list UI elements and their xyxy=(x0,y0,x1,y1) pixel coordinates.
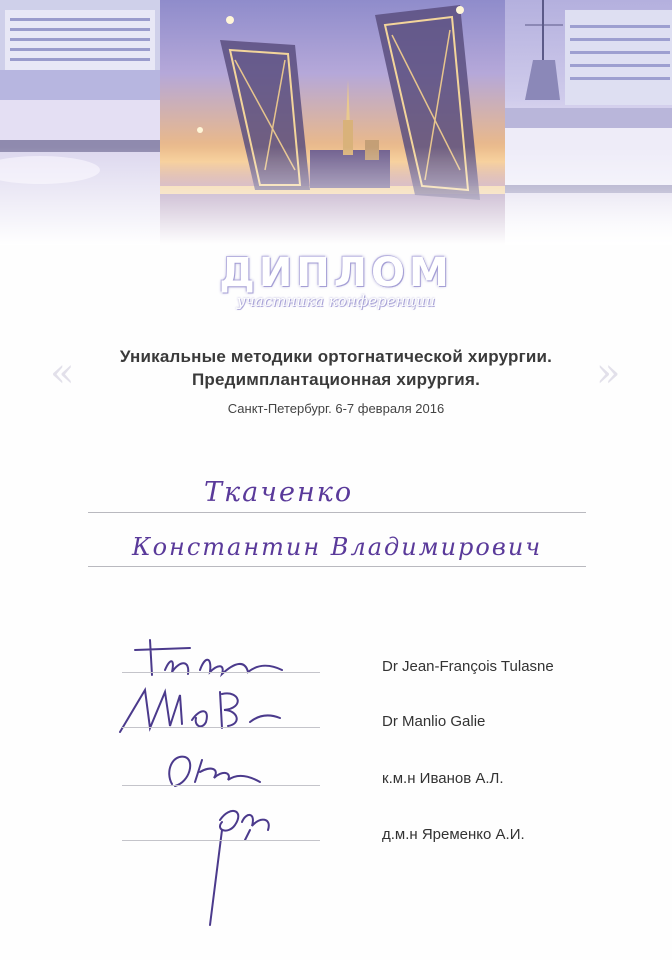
signature-row-tulasne xyxy=(0,630,672,690)
decorative-quote-left-icon: « xyxy=(50,350,75,396)
signature-line-2 xyxy=(122,727,320,728)
decorative-quote-right-icon: » xyxy=(596,350,621,396)
signature-yaremenko xyxy=(110,800,310,930)
signature-line-1 xyxy=(122,672,320,673)
conference-heading xyxy=(0,345,672,416)
conference-title-line1: Уникальные методики ортогнатической хирургии. xyxy=(119,347,553,366)
signatory-name-4: д.м.н Яременко А.И. xyxy=(382,826,525,843)
participant-surname: Ткаченко xyxy=(204,477,354,508)
banner-fade xyxy=(0,0,672,245)
signature-galie xyxy=(110,680,310,740)
signature-tulasne xyxy=(110,630,310,685)
signature-ivanov xyxy=(110,742,310,797)
given-names-line xyxy=(88,566,586,567)
photo-banner xyxy=(0,0,672,245)
diploma-subtitle: участника конференции xyxy=(236,292,436,310)
diploma-title-block xyxy=(0,250,672,310)
signatory-name-1: Dr Jean-François Tulasne xyxy=(382,658,554,675)
signatory-name-2: Dr Manlio Galie xyxy=(382,713,486,730)
conference-place-date: Санкт-Петербург. 6-7 февраля 2016 xyxy=(227,401,445,416)
signature-row-ivanov xyxy=(0,742,672,802)
signature-row-galie xyxy=(0,685,672,745)
conference-title-line2: Предимплантационная хирургия. xyxy=(191,370,481,389)
signatory-name-3: к.м.н Иванов А.Л. xyxy=(382,770,504,787)
diploma-title: ДИПЛОМ xyxy=(219,250,453,296)
signature-line-4 xyxy=(122,840,320,841)
signature-row-yaremenko xyxy=(0,800,672,860)
surname-line xyxy=(88,512,586,513)
participant-given-names: Константин Владимирович xyxy=(132,533,543,561)
signature-line-3 xyxy=(122,785,320,786)
